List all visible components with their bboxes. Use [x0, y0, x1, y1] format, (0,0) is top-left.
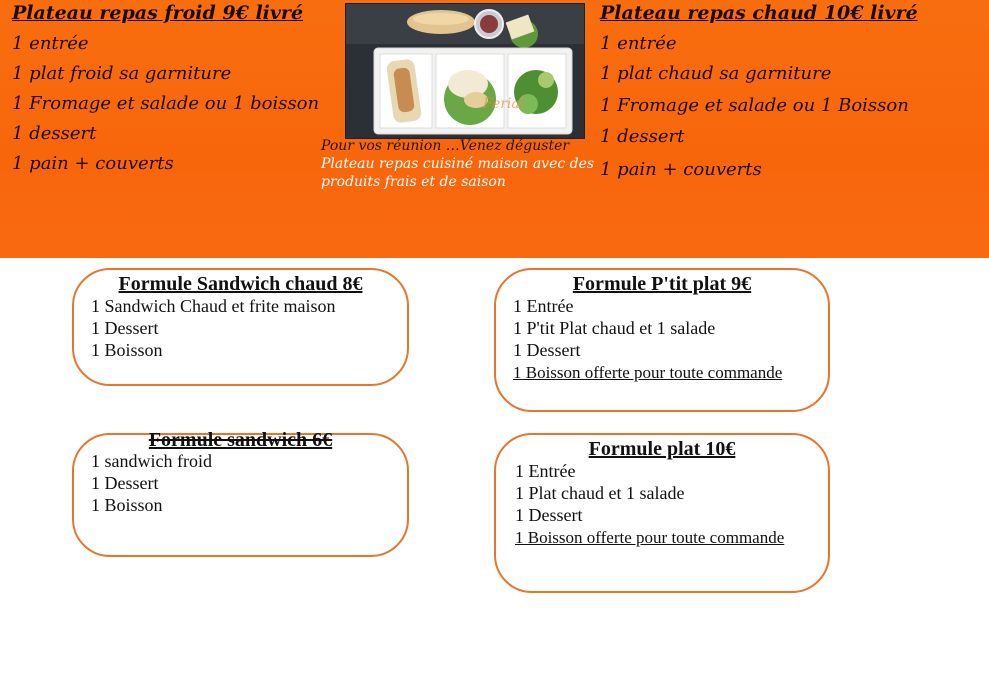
formula-sandwich-froid-line-1: 1 sandwich froid [91, 451, 212, 471]
right-offer-title: Plateau repas chaud 10€ livré [600, 2, 918, 24]
formula-ptit-plat-title: Formule P'tit plat 9€ [572, 273, 752, 295]
formula-sandwich-chaud-line-1: 1 Sandwich Chaud et frite maison [91, 296, 336, 316]
formula-sandwich-chaud-box [72, 268, 409, 386]
formula-sandwich-froid-title: Formule sandwich 6€ [148, 429, 333, 451]
left-offer-line-1: 1 entrée [12, 33, 89, 54]
right-offer-line-4: 1 dessert [600, 126, 685, 147]
left-offer-line-2: 1 plat froid sa garniture [12, 63, 232, 84]
formula-plat-line-3: 1 Dessert [515, 505, 583, 525]
right-offer-line-2: 1 plat chaud sa garniture [600, 63, 832, 84]
meal-tray-photo [345, 3, 585, 139]
formula-plat-title: Formule plat 10€ [588, 438, 736, 460]
left-offer-title: Plateau repas froid 9€ livré [12, 2, 304, 24]
formula-sandwich-froid-line-3: 1 Boisson [91, 495, 163, 515]
formula-ptit-plat-line-4: 1 Boisson offerte pour toute commande [513, 363, 783, 382]
formula-ptit-plat-line-2: 1 P'tit Plat chaud et 1 salade [513, 318, 716, 338]
formula-sandwich-chaud-line-3: 1 Boisson [91, 340, 163, 360]
caption-line-1: Pour vos réunion …Venez déguster [321, 138, 570, 154]
left-offer-line-5: 1 pain + couverts [12, 153, 174, 174]
formula-sandwich-froid-box [72, 429, 409, 557]
formula-plat-box [494, 433, 830, 593]
left-offer-line-4: 1 dessert [12, 123, 97, 144]
formula-sandwich-froid-line-2: 1 Dessert [91, 473, 159, 493]
formula-ptit-plat-box [494, 268, 830, 412]
formula-sandwich-chaud-line-2: 1 Dessert [91, 318, 159, 338]
caption-line-2: Plateau repas cuisiné maison avec des [321, 156, 595, 172]
svg-text:Ferial: Ferial [483, 96, 525, 112]
formula-plat-line-1: 1 Entrée [515, 461, 576, 481]
formula-ptit-plat-line-1: 1 Entrée [513, 296, 574, 316]
formula-plat-line-4: 1 Boisson offerte pour toute commande [515, 528, 785, 547]
left-offer-line-3: 1 Fromage et salade ou 1 boisson [12, 93, 320, 114]
right-offer-line-3: 1 Fromage et salade ou 1 Boisson [600, 95, 909, 116]
caption-line-3: produits frais et de saison [321, 174, 506, 190]
formula-sandwich-chaud-title: Formule Sandwich chaud 8€ [118, 273, 363, 295]
formula-plat-line-2: 1 Plat chaud et 1 salade [515, 483, 685, 503]
right-offer-line-1: 1 entrée [600, 33, 677, 54]
formula-ptit-plat-line-3: 1 Dessert [513, 340, 581, 360]
right-offer-line-5: 1 pain + couverts [600, 159, 762, 180]
